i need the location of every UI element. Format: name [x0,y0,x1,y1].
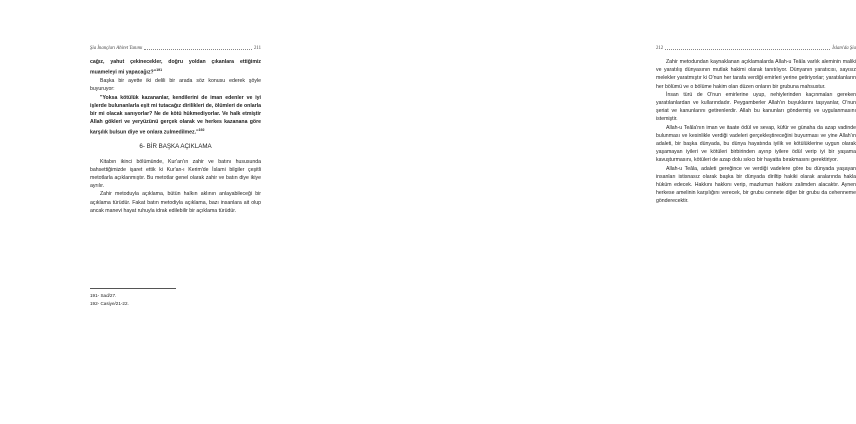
right-page-header [656,46,856,51]
right-page-number: 212 [656,46,664,51]
paragraph-section-2: Zahir metoduyla açıklama, bütün halkın aklının anlayabileceği bir açıklama türüdür. Fakat batın metodiyla açıklama, bazı insanlara ait olup ancak manevi hayat ruhuyla idrak edilebilir bir açıklama türüdür. [90,191,261,214]
paragraph-zahir-method: Zahir metodundan kaynaklanan açıklamalarda Allah-u Teâla varlık aleminin maliki ve yaratılış dünyasının mutlak hakimi olarak tanıtılıyor. Dünyanın yaratıcısı, sayısız melekler yaratmıştır ki O'nun her tarafa verdiği emirleri yerine getiriyorlar; yaratılanların her bölümü ve o bölüme hakim olan düzen onların bir grubuna mahsustur. [656,59,856,90]
paragraph-section-1: Kitabın ikinci bölümünde, Kur'an'ın zahir ve batını hususunda bahsettiğimizde işaret ettik ki Kur'an-ı Kerim'de İslami bilgiler çeşitli metotlarla açıklanmıştır. Bu metotlar genel olarak zahir ve batın diye ikiye ayrılır. [90,158,261,190]
paragraph-reward-punishment: Allah-u Teâla'nın iman ve itaate ödül ve sevap, küfür ve günaha da azap vadinde bulunması ve kesinlikle verdiği vadeleri gerçekleştireceğini buyurması ve yine Allah'ın adaleti, bir başka dünyada, bu dünya hayatında iyilik ve kötülüklerine uygun olarak yaşamayan iyileri ve kötüleri birbirinden ayırıp iyilere ödül verip iyi bir yaşama kavuşturmasını, kötüleri de azap dolu sıkıcı bir hayatta bırakmasını gerektiriyor. [656,124,856,164]
left-header-title: Şia İnançları Ahiret Tanımı [90,46,143,51]
right-header-title: İslam'da Şia [832,46,856,51]
footnote-ref-191: 191 [156,68,163,73]
paragraph-justice: Allah-u Teâla, adaleti gereğince ve verdiği vadelere göre bu dünyada yaşayan insanları istisnasız olarak başka bir dünyada diriltip hakiki olarak aralarında hakla hüküm edecek. Hakkını hakkını verip, mazlumun hakkını zalimden alacaktır. Aynen herkese amelinin karşılığını verecek, bir grubu cennete diğer bir grubu da cehenneme gönderecektir. [656,165,856,205]
quote-paragraph-1: cağız, yahut çekinecekler, doğru yoldan çıkanlara ettiğimiz muameleyi mi yapacağız?"$^{191}$ [90,59,261,76]
section-title: 6- BİR BAŞKA AÇIKLAMA [139,143,212,151]
footnote-191: 191- Sad/27. [90,293,117,298]
left-page-header [90,46,261,51]
footnotes [90,292,129,307]
right-page [300,0,856,424]
footnote-192: 192- Casiye/21-22. [90,300,129,306]
paragraph-human-kind: İnsan türü de O'nun emirlerine uyup, nehiylerinden kaçınmaları gereken yaratılanlardan ve kullarındadır. Peygamberler Allah'ın buyuklarını taşıyanlar, O'nun şeriat ve kanunlarını getirenlerdir. Allah bu kanunları göndermiş ve uygulanmasını istemiştir. [656,91,856,123]
footnote-divider [90,288,176,289]
paragraph-intro: Başka bir ayette iki delili bir arada söz konusu ederek şöyle buyuruyor: [90,78,261,93]
left-page-number: 211 [253,46,261,51]
header-dot-leader [144,46,252,50]
left-text-column [90,58,261,215]
left-page [0,0,300,424]
quote-paragraph-2: "Yoksa kötülük kazananlar, kendilerini de iman edenler ve iyi işlerde bulunanlarla eşit mi tutacağız dirilikleri de, ölümleri de onlarla bir mi olacak sanıyorlar? Ne de kötü hükmediyorlar. Ve halk etmiştir Allah gökleri ve yeryüzünü gerçek olarak ve herkes kazanana göre karşılık bulsun diye ve onlara zulmedilmez."$^{192}$ [90,94,261,137]
footnote-ref-192: 192 [198,128,205,133]
header-dot-leader [665,46,830,50]
right-text-column [656,58,856,206]
